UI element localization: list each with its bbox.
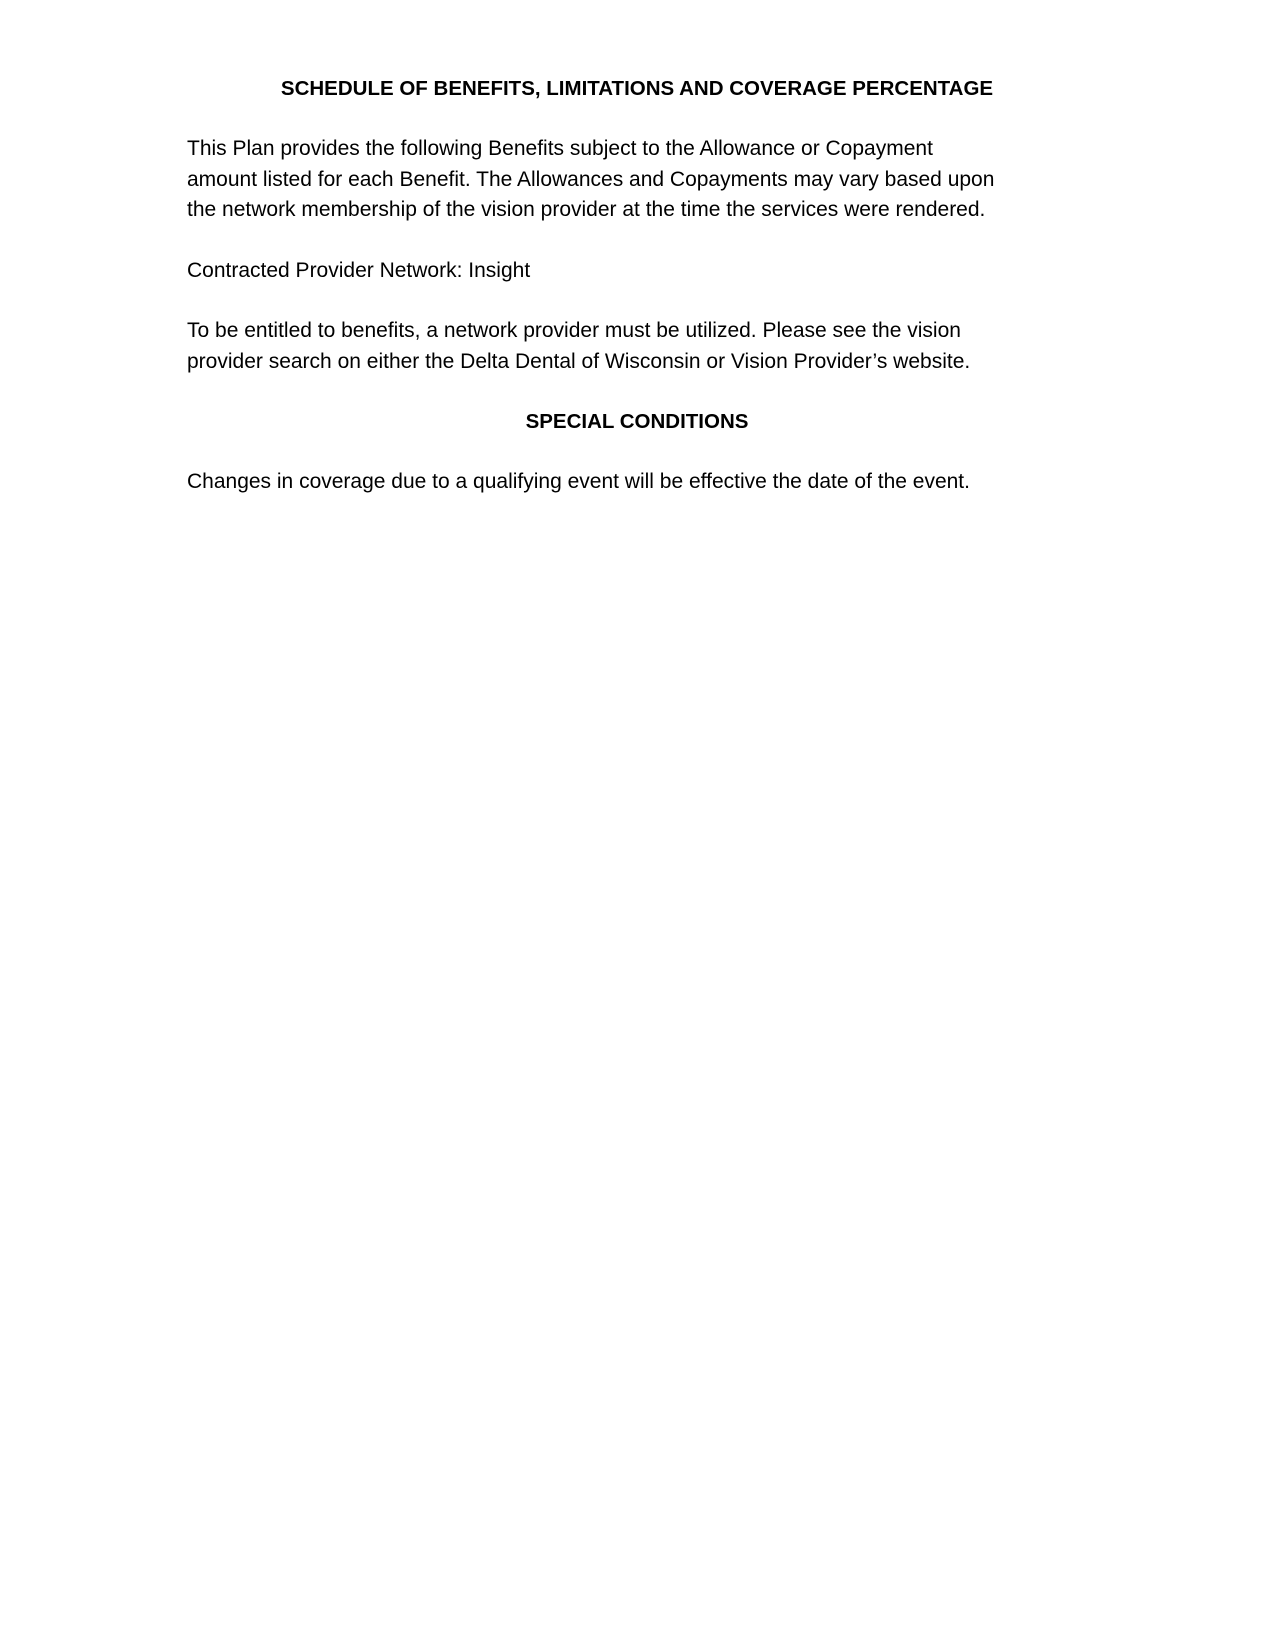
spacer [187,226,1087,256]
spacer [187,437,1087,467]
document-content [187,74,1087,498]
provider-paragraph [187,316,1087,377]
spacer [187,286,1087,316]
page-title: SCHEDULE OF BENEFITS, LIMITATIONS AND COVERAGE PERCENTAGE [280,77,994,100]
intro-paragraph [187,134,1087,226]
provider-line: To be entitled to benefits, a network provider must be utilized. Please see the vision [187,319,961,342]
intro-line: This Plan provides the following Benefits subject to the Allowance or Copayment [187,137,933,160]
provider-line: provider search on either the Delta Dental of Wisconsin or Vision Provider’s website. [187,349,971,373]
intro-line: amount listed for each Benefit. The Allowances and Copayments may vary based upon [187,167,995,191]
network-line: Contracted Provider Network: Insight [187,258,531,282]
special-conditions-paragraph [187,467,1087,498]
network-paragraph [187,256,1087,287]
spacer [187,104,1087,134]
intro-line: the network membership of the vision provider at the time the services were rendered. [187,198,986,221]
spacer [187,377,1087,407]
special-conditions-line: Changes in coverage due to a qualifying event will be effective the date of the event. [187,470,970,493]
special-conditions-heading: SPECIAL CONDITIONS [525,410,749,433]
